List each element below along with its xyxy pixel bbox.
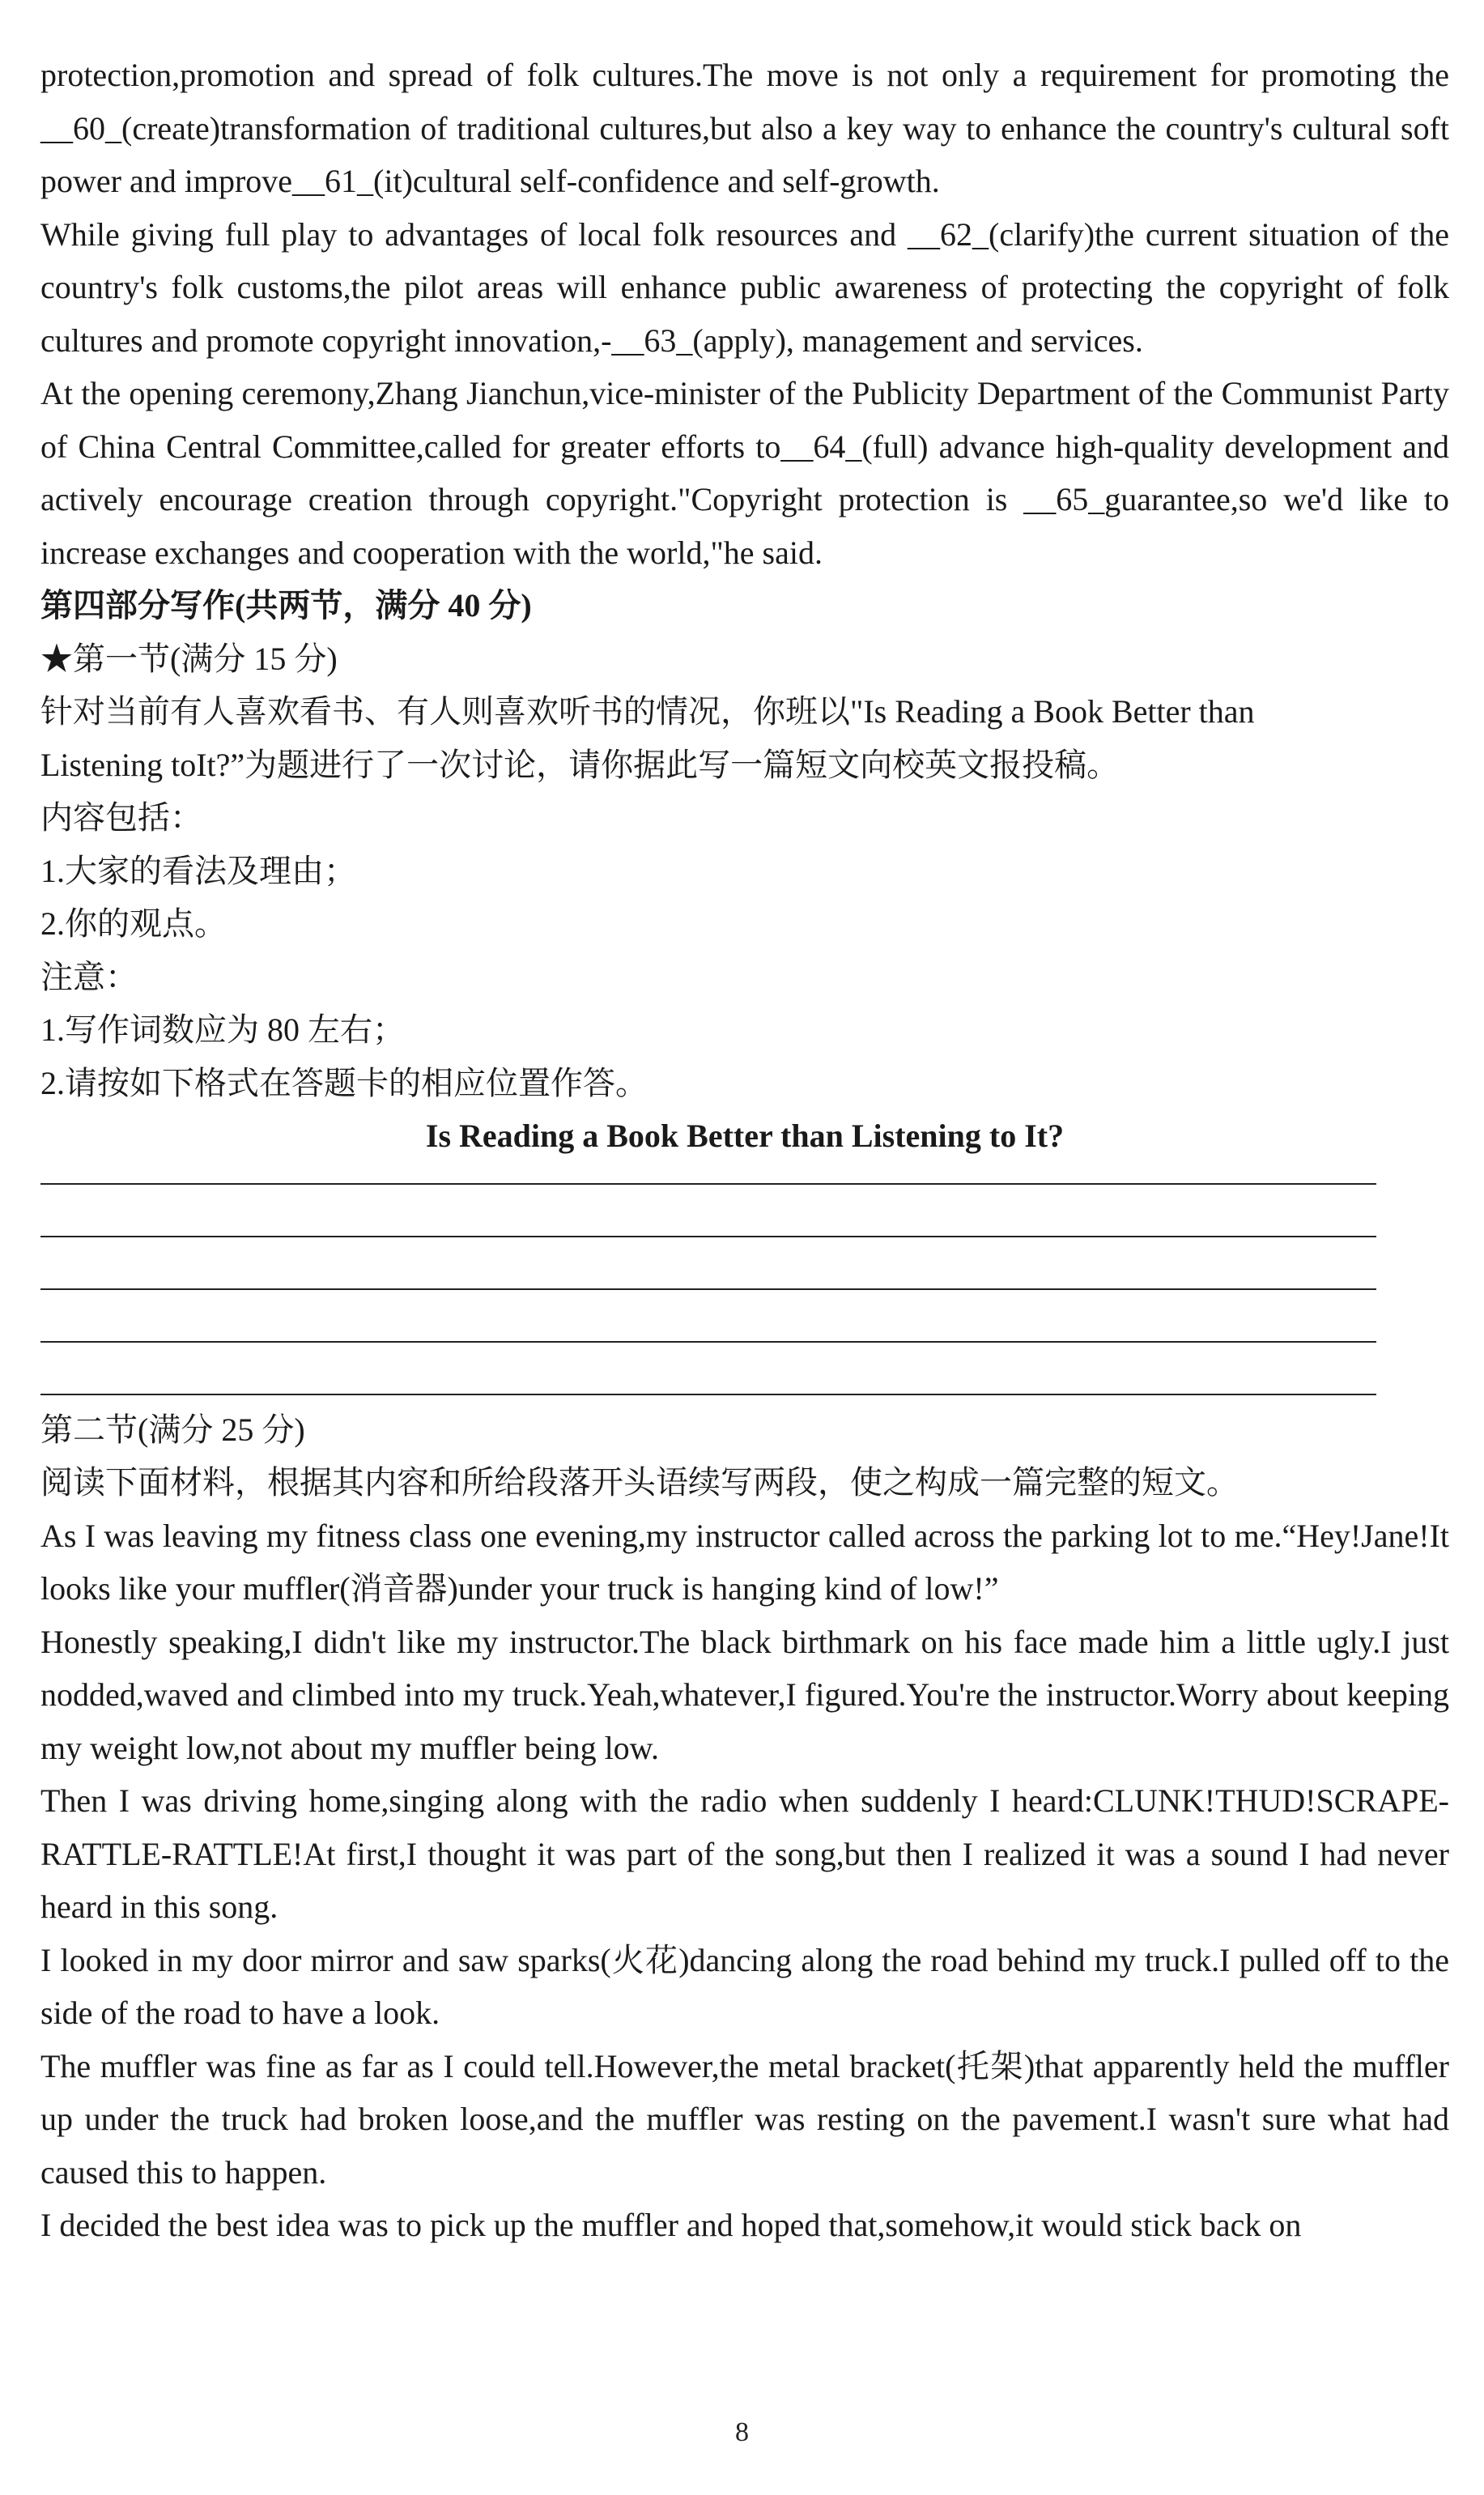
passage-paragraph-2: While giving full play to advantages of local folk resources and __62_(clarify)the current situation of the country's folk customs,the pilot areas will enhance public awareness of protecting the copyright of folk cultures and promote copyright innovation,-__63_(apply), management and services. (40, 215, 1449, 359)
content-item-2: 2.你的观点。 (40, 905, 227, 942)
section2-prompt: 阅读下面材料，根据其内容和所给段落开头语续写两段，使之构成一篇完整的短文。 (40, 1464, 1239, 1501)
document-page (40, 49, 1449, 2252)
story-paragraph-2: Honestly speaking,I didn't like my instructor.The black birthmark on his face made him a little ugly.I just nodded,waved and climbed into my truck.Yeah,whatever,I figured.You're the instructor.Worry about keeping my weight low,not about my muffler being low. (40, 1623, 1449, 1766)
story-paragraph-6: I decided the best idea was to pick up the muffler and hoped that,somehow,it would stick back on (40, 2207, 1302, 2243)
essay-title: Is Reading a Book Better than Listening to It? (425, 1118, 1065, 1154)
passage-paragraph-3: At the opening ceremony,Zhang Jianchun,vice-minister of the Publicity Department of the Communist Party of China Central Committee,called for greater efforts to__64_(full) advance high-quality development and actively encourage creation through copyright."Copyright protection is __65_guarantee,so we'd like to increase exchanges and cooperation with the world,"he said. (40, 375, 1449, 571)
section1-prompt: 针对当前有人喜欢看书、有人则喜欢听书的情况，你班以"Is Reading a Book Better than Listening toIt?”为题进行了一次讨论，请你据此写一篇短文向校英文报投稿。 (40, 693, 1255, 783)
content-item-1: 1.大家的看法及理由； (40, 852, 356, 889)
story-paragraph-5: The muffler was fine as far as I could tell.However,the metal bracket(托架)that apparently held the muffler up under the truck had broken loose,and the muffler was resting on the pavement.I wasn't sure what had caused this to happen. (40, 2047, 1449, 2191)
note-item-1: 1.写作词数应为 80 左右； (40, 1011, 405, 1048)
part4-heading: 第四部分写作(共两节，满分 40 分) (40, 587, 532, 624)
story-paragraph-1: As I was leaving my fitness class one evening,my instructor called across the parking lot to me.“Hey!Jane!It looks like your muffler(消音器)under your truck is hanging kind of low!” (40, 1517, 1449, 1607)
section1-heading: ★第一节(满分 15 分) (40, 640, 338, 677)
note-label: 注意： (40, 958, 138, 995)
section2-heading: 第二节(满分 25 分) (40, 1411, 305, 1448)
note-item-2: 2.请按如下格式在答题卡的相应位置作答。 (40, 1064, 648, 1101)
content-label: 内容包括： (40, 799, 202, 836)
story-paragraph-3: Then I was driving home,singing along with the radio when suddenly I heard:CLUNK!THUD!SCRAPE-RATTLE-RATTLE!At first,I thought it was part of the song,but then I realized it was a sound I had never heard in this song. (40, 1782, 1449, 1925)
passage-paragraph-1: protection,promotion and spread of folk cultures.The move is not only a requirement for promoting the __60_(create)transformation of traditional cultures,but also a key way to enhance the country's cultural soft power and improve__61_(it)cultural self-confidence and self-growth. (40, 57, 1449, 199)
page-number: 8 (735, 2417, 749, 2447)
story-paragraph-4: I looked in my door mirror and saw sparks(火花)dancing along the road behind my truck.I pulled off to the side of the road to have a look. (40, 1941, 1449, 2031)
